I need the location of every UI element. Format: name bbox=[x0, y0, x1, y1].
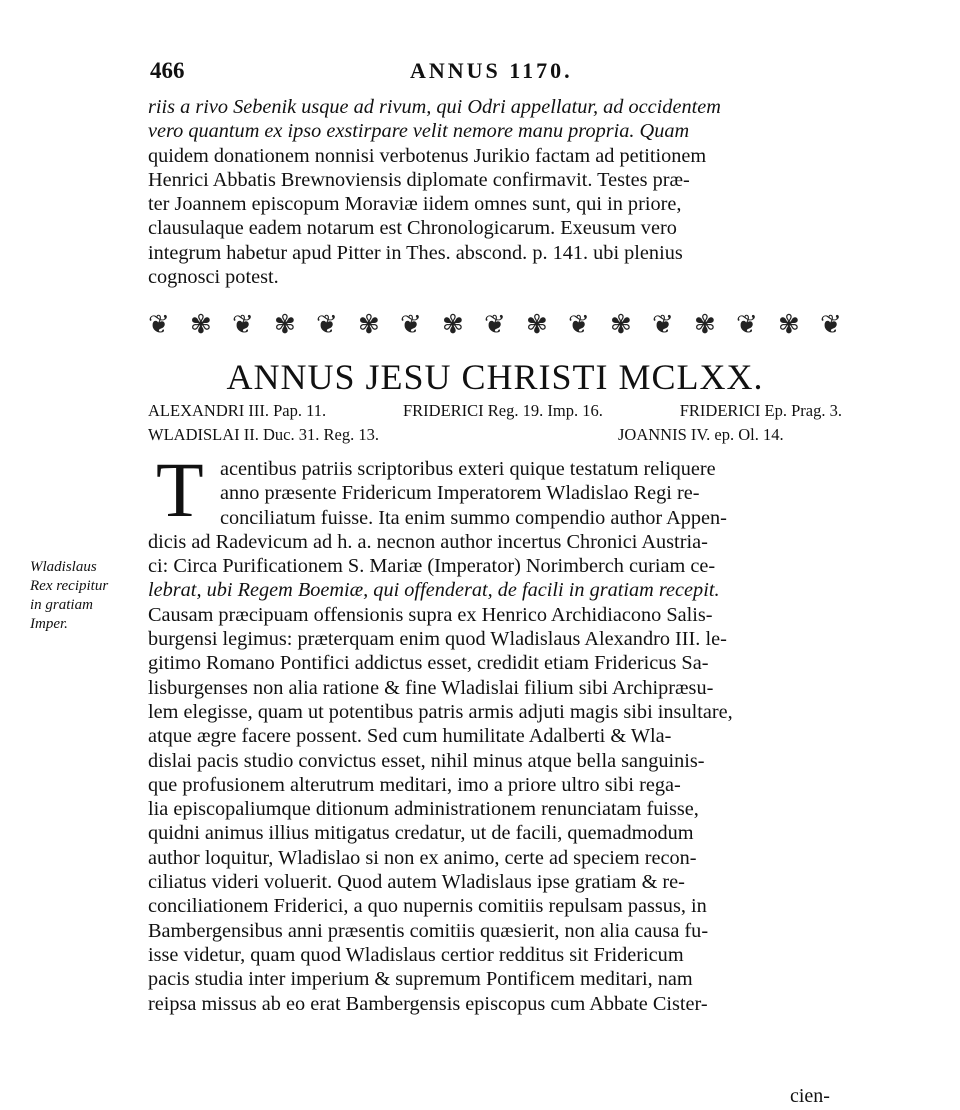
regnal-entry: JOANNIS IV. ep. Ol. 14. bbox=[618, 425, 784, 444]
previous-section-text bbox=[148, 95, 842, 289]
text-line: cognosci potest. bbox=[148, 266, 279, 289]
text-line: author loquitur, Wladislao si non ex animo, certe ad speciem recon- bbox=[148, 846, 697, 869]
ornament-glyph: ✾ bbox=[694, 310, 716, 339]
ornament-glyph: ❦ bbox=[820, 310, 842, 339]
regnal-years-line-1 bbox=[148, 400, 842, 422]
drop-cap: T bbox=[156, 446, 204, 533]
text-line: reipsa missus ab eo erat Bambergensis episcopus cum Abbate Cister- bbox=[148, 992, 708, 1015]
text-line: gitimo Romano Pontifici addictus esset, credidit etiam Fridericus Sa- bbox=[148, 652, 709, 675]
text-line: riis a rivo Sebenik usque ad rivum, qui Odri appellatur, ad occidentem bbox=[148, 96, 721, 118]
regnal-entry: FRIDERICI Reg. 19. Imp. 16. bbox=[403, 401, 603, 420]
ornament-glyph: ✾ bbox=[610, 310, 632, 339]
page-number: 466 bbox=[150, 58, 185, 83]
margin-note-line: Rex recipitur bbox=[30, 578, 109, 594]
ornament-glyph: ❦ bbox=[316, 310, 338, 339]
text-line: Causam præcipuam offensionis supra ex Henrico Archidiacono Salis- bbox=[148, 603, 713, 626]
text-line: dislai pacis studio convictus esset, nihil minus atque bella sanguinis- bbox=[148, 749, 705, 772]
section-title: ANNUS JESU CHRISTI MCLXX. bbox=[226, 357, 764, 397]
text-line: Henrici Abbatis Brewnoviensis diplomate confirmavit. Testes præ- bbox=[148, 168, 690, 191]
text-line: lebrat, ubi Regem Boemiæ, qui offenderat, de facili in gratiam recepit. bbox=[148, 579, 720, 602]
text-line: burgensi legimus: præterquam enim quod Wladislaus Alexandro III. le- bbox=[148, 628, 727, 651]
text-line: integrum habetur apud Pitter in Thes. abscond. p. 141. ubi plenius bbox=[148, 241, 683, 264]
text-line: quidem donationem nonnisi verbotenus Jurikio factam ad petitionem bbox=[148, 144, 707, 167]
margin-note-line: in gratiam bbox=[30, 597, 93, 613]
ornament-glyph: ❦ bbox=[484, 310, 506, 339]
ornament-glyph: ✾ bbox=[190, 310, 212, 339]
text-line: quidni animus illius mitigatus credatur, ut de facili, quemadmodum bbox=[148, 822, 694, 845]
margin-note-line: Imper. bbox=[30, 616, 68, 632]
text-line: clausulaque eadem notarum est Chronologicarum. Exeusum vero bbox=[148, 217, 677, 240]
ornament-glyph: ❦ bbox=[568, 310, 590, 339]
running-title: ANNUS 1170. bbox=[410, 58, 573, 83]
regnal-entry: FRIDERICI Ep. Prag. 3. bbox=[679, 401, 842, 420]
ornament-glyph: ❦ bbox=[652, 310, 674, 339]
ornament-glyph: ❦ bbox=[736, 310, 758, 339]
ornament-glyph: ✾ bbox=[274, 310, 296, 339]
margin-note-line: Wladislaus bbox=[30, 559, 97, 575]
text-line: isse videtur, quam quod Wladislaus certior redditus sit Fridericum bbox=[148, 943, 684, 966]
regnal-entry: ALEXANDRI III. Pap. 11. bbox=[148, 401, 327, 420]
page-header bbox=[148, 58, 848, 88]
text-line: ciliatus videri voluerit. Quod autem Wladislaus ipse gratiam & re- bbox=[148, 871, 685, 894]
text-line: pacis studia inter imperium & supremum Pontificem meditari, nam bbox=[148, 968, 693, 991]
text-line: conciliationem Friderici, a quo nupernis comitiis repulsam passus, in bbox=[148, 895, 707, 918]
ornament-glyph: ❦ bbox=[400, 310, 422, 339]
margin-note bbox=[30, 558, 140, 634]
text-line: ter Joannem episcopum Moraviæ iidem omnes sunt, qui in priore, bbox=[148, 193, 682, 216]
text-line: conciliatum fuisse. Ita enim summo compendio author Appen- bbox=[220, 506, 727, 529]
text-line: lia episcopaliumque ditionum administrationem renunciatam fuisse, bbox=[148, 798, 699, 821]
text-line: vero quantum ex ipso exstirpare velit nemore manu propria. Quam bbox=[148, 120, 690, 143]
text-line: anno præsente Fridericum Imperatorem Wladislao Regi re- bbox=[220, 482, 700, 505]
text-line: Bambergensibus anni præsentis comitiis quæsierit, non alia causa fu- bbox=[148, 919, 709, 942]
ornament-glyph: ✾ bbox=[442, 310, 464, 339]
text-line: dicis ad Radevicum ad h. a. necnon author incertus Chronici Austria- bbox=[148, 530, 708, 553]
ornament-glyph: ✾ bbox=[526, 310, 548, 339]
chapter-text bbox=[148, 446, 842, 1016]
regnal-years-line-2 bbox=[148, 424, 842, 446]
ornament-glyph: ✾ bbox=[358, 310, 380, 339]
ornament-glyph: ❦ bbox=[148, 310, 170, 339]
text-line: ci: Circa Purificationem S. Mariæ (Imperator) Norimberch curiam ce- bbox=[148, 555, 716, 578]
text-line: acentibus patriis scriptoribus exteri quique testatum reliquere bbox=[220, 458, 716, 480]
text-line: lisburgenses non alia ratione & fine Wladislai filium sibi Archipræsu- bbox=[148, 676, 714, 699]
text-line: atque ægre facere possent. Sed cum humilitate Adalberti & Wla- bbox=[148, 725, 672, 748]
text-line: que profusionem alterutrum meditari, imo a priore ultro sibi rega- bbox=[148, 773, 681, 796]
ornament-divider bbox=[148, 308, 842, 342]
text-line: lem elegisse, quam ut potentibus patris armis adjuti magis sibi insultare, bbox=[148, 700, 733, 723]
ornament-glyph: ❦ bbox=[232, 310, 254, 339]
regnal-entry: WLADISLAI II. Duc. 31. Reg. 13. bbox=[148, 425, 379, 444]
ornament-glyph: ✾ bbox=[778, 310, 800, 339]
catchword: cien- bbox=[790, 1085, 830, 1107]
